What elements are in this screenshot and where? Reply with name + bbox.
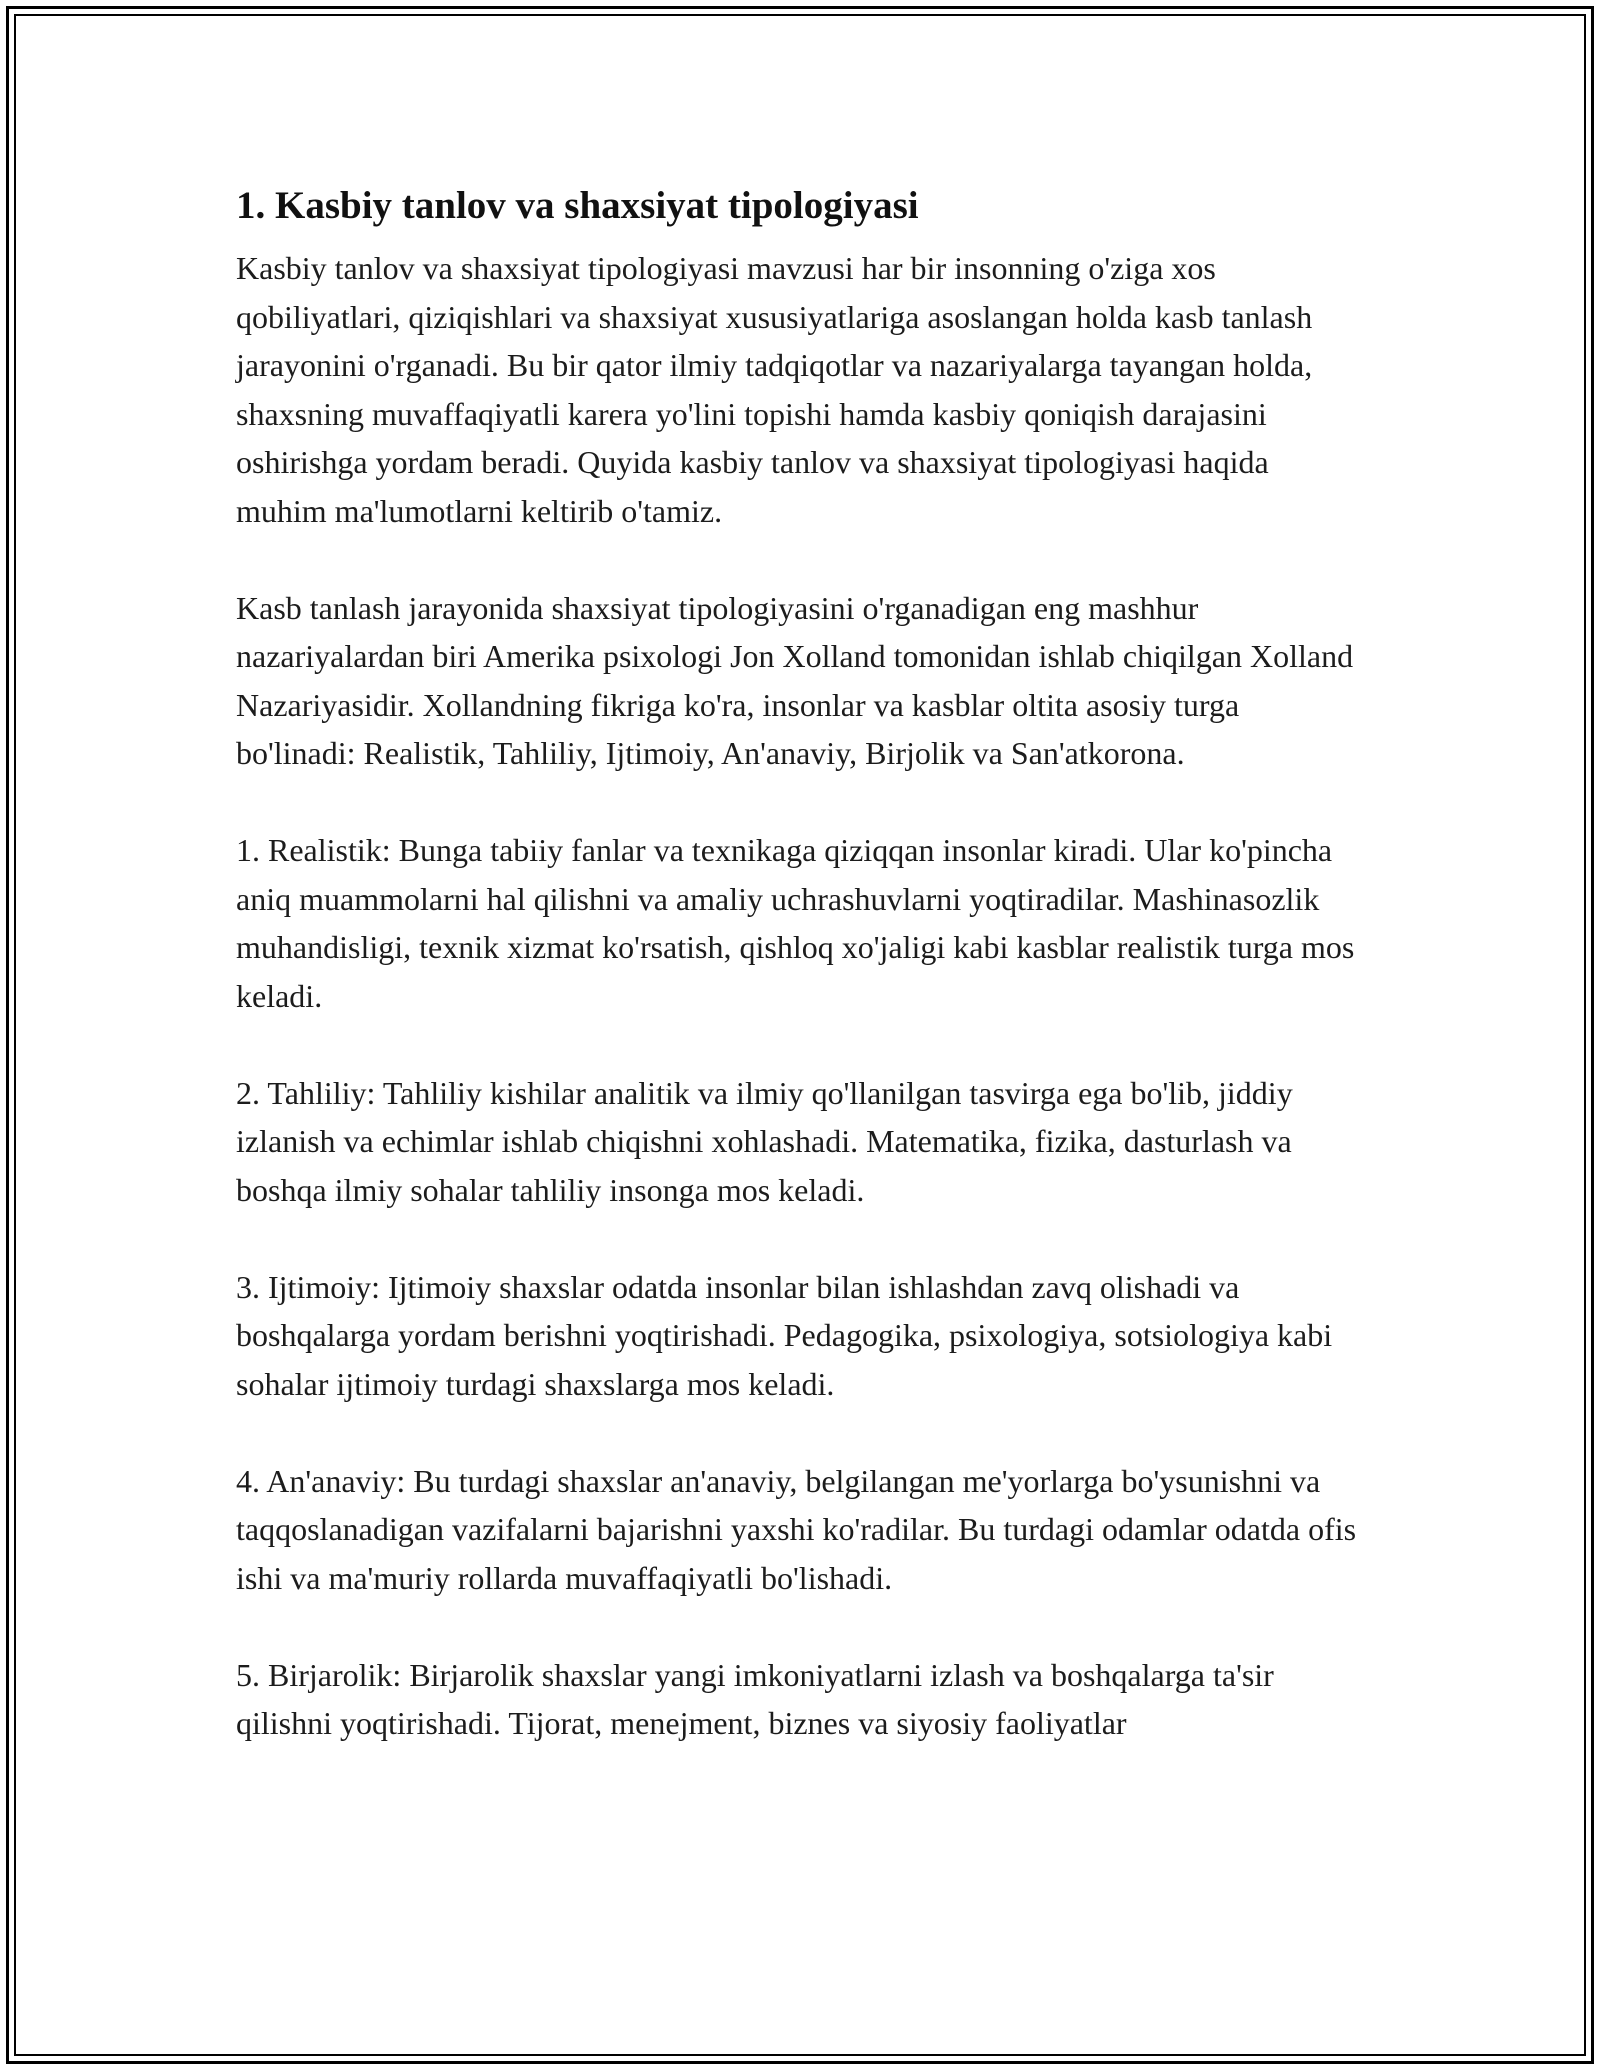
list-item-realistik: 1. Realistik: Bunga tabiiy fanlar va texnikaga qiziqqan insonlar kiradi. Ular ko'pincha aniq muammolarni hal qilishni va amaliy uchrashuvlarni yoqtiradilar. Mashinasozlik muhandisligi, texnik xizmat ko'rsatish, qishloq xo'jaligi kabi kasblar realistik turga mos keladi.: [236, 832, 1355, 1014]
list-item-ijtimoiy: 3. Ijtimoiy: Ijtimoiy shaxslar odatda insonlar bilan ishlashdan zavq olishadi va boshqalarga yordam berishni yoqtirishadi. Pedagogika, psixologiya, sotsiologiya kabi sohalar ijtimoiy turdagi shaxslarga mos keladi.: [236, 1268, 1333, 1402]
list-item-birjarolik: 5. Birjarolik: Birjarolik shaxslar yangi imkoniyatlarni izlash va boshqalarga ta'sir qilishni yoqtirishadi. Tijorat, menejment, biznes va siyosiy faoliyatlar: [236, 1656, 1274, 1741]
paragraph-intro: Kasbiy tanlov va shaxsiyat tipologiyasi mavzusi har bir insonning o'ziga xos qobiliyatlari, qiziqishlari va shaxsiyat xususiyatlariga asoslangan holda kasb tanlash jarayonini o'rganadi. Bu bir qator ilmiy tadqiqotlar va nazariyalarga tayangan holda, shaxsning muvaffaqiyatli karera yo'lini topishi hamda kasbiy qoniqish darajasini oshirishga yordam beradi. Quyida kasbiy tanlov va shaxsiyat tipologiyasi haqida muhim ma'lumotlarni keltirib o'tamiz.: [236, 250, 1313, 529]
section-heading: 1. Kasbiy tanlov va shaxsiyat tipologiyasi: [236, 184, 919, 227]
paragraph-holland-theory: Kasb tanlash jarayonida shaxsiyat tipologiyasini o'rganadigan eng mashhur nazariyalardan biri Amerika psixologi Jon Xolland tomonidan ishlab chiqilgan Xolland Nazariyasidir. Xollandning fikriga ko'ra, insonlar va kasblar oltita asosiy turga bo'linadi: Realistik, Tahliliy, Ijtimoiy, An'anaviy, Birjolik va San'atkorona.: [236, 589, 1354, 771]
list-item-tahliliy: 2. Tahliliy: Tahliliy kishilar analitik va ilmiy qo'llanilgan tasvirga ega bo'lib, jiddiy izlanish va echimlar ishlab chiqishni xohlashadi. Matematika, fizika, dasturlash va boshqa ilmiy sohalar tahliliy insonga mos keladi.: [236, 1074, 1293, 1208]
document-body: [236, 182, 1366, 1748]
list-item-ananaviy: 4. An'anaviy: Bu turdagi shaxslar an'anaviy, belgilangan me'yorlarga bo'ysunishni va taqqoslanadigan vazifalarni bajarishni yaxshi ko'radilar. Bu turdagi odamlar odatda ofis ishi va ma'muriy rollarda muvaffaqiyatli bo'lishadi.: [236, 1462, 1357, 1596]
